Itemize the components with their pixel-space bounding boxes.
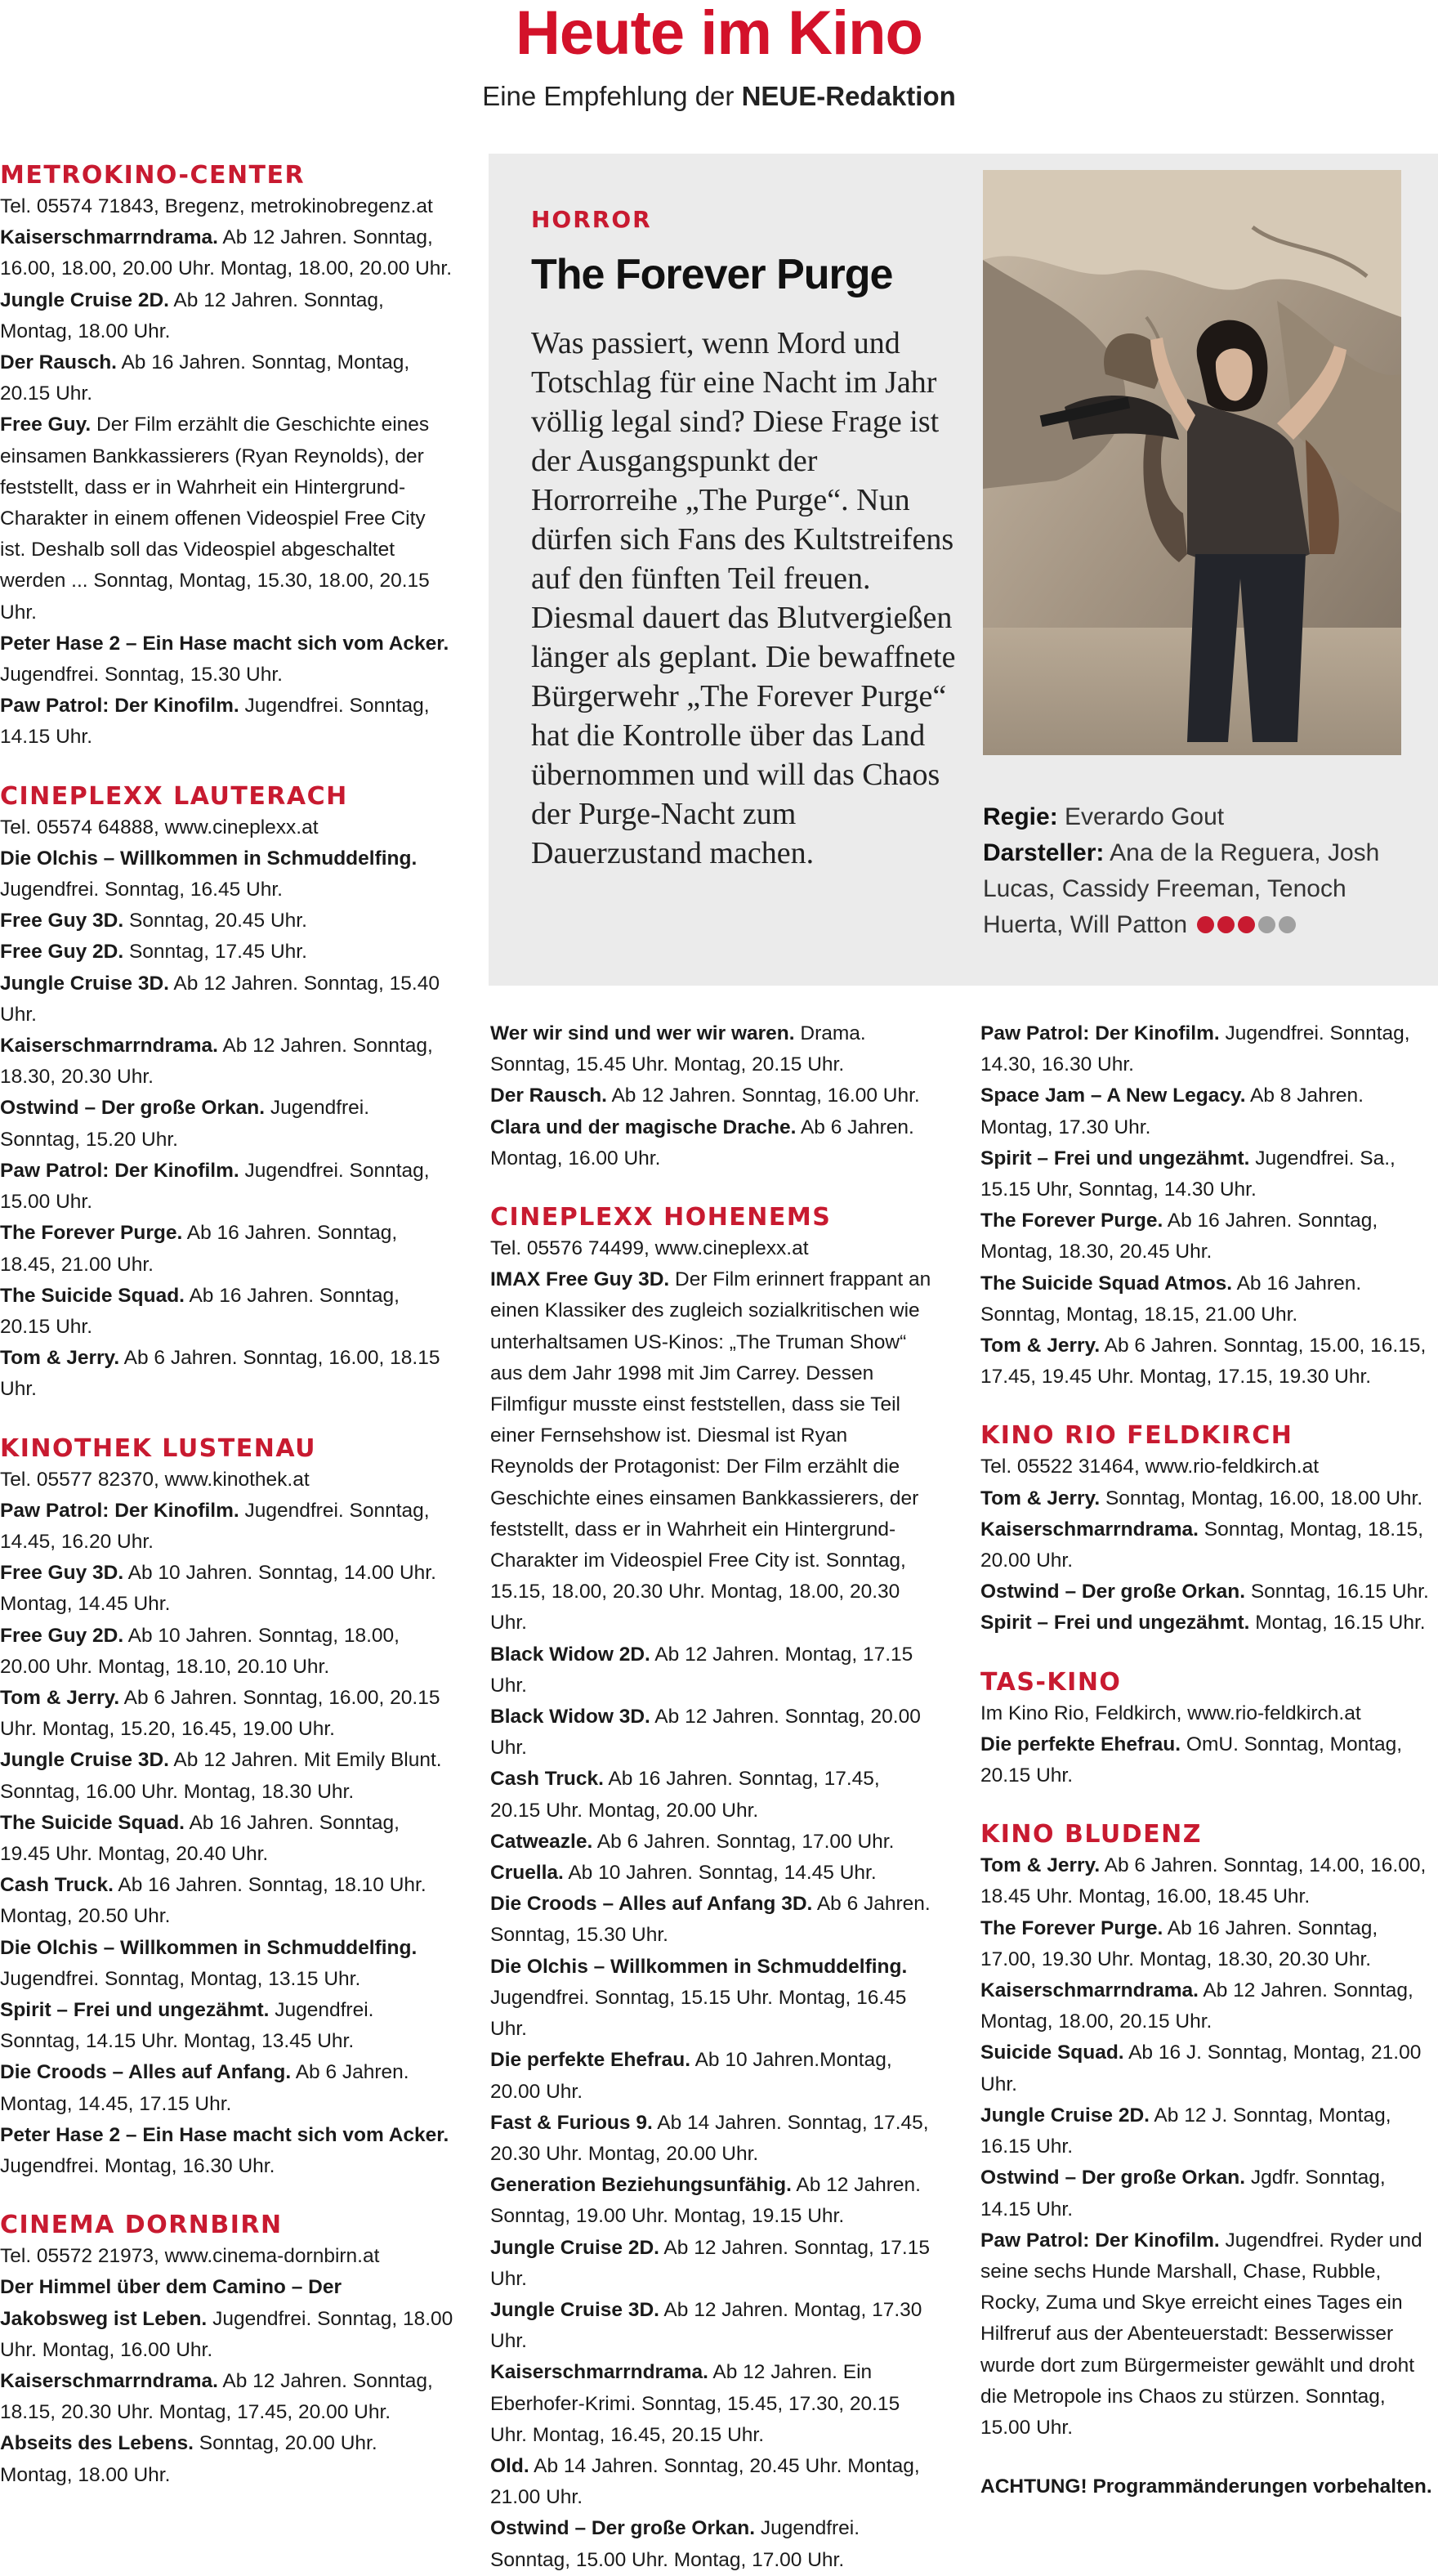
movie-title: Wer wir sind und wer wir waren.: [490, 1022, 795, 1044]
movie-details: Ab 6 Jahren. Sonntag, 15.00, 16.15, 17.45, 19.45 Uhr. Montag, 17.15, 19.30 Uhr.: [980, 1335, 1427, 1389]
movie-title: Die Croods – Alles auf Anfang.: [0, 2061, 292, 2084]
section-gap: [980, 1393, 1435, 1420]
movie-details: Jugendfrei. Sonntag, 14.45, 16.20 Uhr.: [0, 1499, 430, 1553]
movie-listing: [490, 1702, 931, 1764]
movie-listing: [0, 1683, 454, 1745]
movie-details: Jugendfrei. Sa., 15.15 Uhr, Sonntag, 14.30 Uhr.: [980, 1147, 1396, 1201]
movie-listing: [490, 2170, 931, 2232]
movie-listing: [490, 1827, 931, 1858]
movie-title: Cruella.: [490, 1862, 564, 1885]
cinema-name: METROKINO-CENTER: [0, 161, 306, 190]
movie-details: Ab 16 Jahren. Sonntag, 18.45, 21.00 Uhr.: [0, 1222, 398, 1276]
movie-title: Die perfekte Ehefrau.: [980, 1733, 1181, 1755]
movie-title: Spirit – Frei und ungezähmt.: [980, 1147, 1250, 1169]
movie-details: Jugendfrei. Sonntag, 15.00 Uhr. Montag, 17.00 Uhr.: [490, 2517, 860, 2571]
rating-dots: [1194, 908, 1296, 944]
section-gap: [0, 1406, 454, 1433]
movie-details: Ab 16 Jahren. Sonntag, Montag, 20.15 Uhr.: [0, 351, 410, 405]
cinema-contact: Tel. 05572 21973, www.cinema-dornbirn.at: [0, 2245, 380, 2268]
movie-title: Paw Patrol: Der Kinofilm.: [980, 1022, 1220, 1044]
movie-title: Der Rausch.: [0, 351, 117, 374]
feature-genre: HORROR: [531, 206, 652, 233]
movie-details: Ab 12 Jahren. Mit Emily Blunt. Sonntag, 16.00 Uhr. Montag, 18.30 Uhr.: [0, 1749, 442, 1803]
cinema-name: CINEPLEXX LAUTERACH: [0, 781, 348, 811]
movie-title: Cash Truck.: [0, 1874, 114, 1897]
movie-listing: [0, 1621, 454, 1683]
movie-details: Ab 16 Jahren. Sonntag, Montag, 18.15, 21.00 Uhr.: [980, 1272, 1362, 1326]
movie-listing: [490, 2513, 931, 2575]
movie-title: Ostwind – Der große Orkan.: [0, 1097, 266, 1120]
movie-title: Der Himmel über dem Camino – Der Jakobsweg ist Leben.: [0, 2276, 342, 2330]
movie-title: Clara und der magische Drache.: [490, 1116, 797, 1138]
movie-listing: [490, 2233, 931, 2295]
movie-details: Jugendfrei. Sonntag, 14.15 Uhr. Montag, 13.45 Uhr.: [0, 1998, 374, 2053]
movie-details: Jugendfrei. Sonntag, 15.30 Uhr.: [0, 664, 283, 686]
cinema-contact: Tel. 05522 31464, www.rio-feldkirch.at: [980, 1456, 1319, 1478]
movie-details: Ab 12 Jahren. Ein Eberhofer-Krimi. Sonntag, 15.45, 17.30, 20.15 Uhr. Montag, 16.45, 20.15 Uhr.: [490, 2361, 900, 2446]
movie-title: Spirit – Frei und ungezähmt.: [980, 1612, 1250, 1635]
movie-details: OmU. Sonntag, Montag, 20.15 Uhr.: [980, 1733, 1403, 1787]
movie-details: Jugendfrei. Ryder und seine sechs Hunde Marshall, Chase, Rubble, Rocky, Zuma und Skye erreicht eines Tages ein Hilfreruf aus der Abenteuerstadt: Besserwisser wurde dort zum Bürgermeister gewählt und droht die Metropole ins Chaos zu stürzen. Sonntag, 15.00 Uhr.: [980, 2229, 1422, 2439]
feature-box: [489, 154, 1438, 986]
movie-details: Ab 6 Jahren. Sonntag, 17.00 Uhr.: [596, 1830, 895, 1853]
movie-still-illustration: [983, 170, 1401, 755]
movie-title: Jungle Cruise 3D.: [490, 2298, 659, 2321]
movie-listing: [980, 2100, 1435, 2162]
movie-details: Der Film erinnert frappant an einen Klassiker des zugleich sozialkritischen wie unterhaltsamen US-Kinos: „The Truman Show“ aus dem Jahr 1998 mit Jim Carrey. Dessen Filmfigur musste einst feststellen, dass sie Teil einer Fernsehshow ist. Diesmal ist Ryan Reynolds der Protagonist: Der Film erzählt die Geschichte eines einsamen Bankkassierers, der feststellt, dass er in Wahrheit ein Hintergrund-Charakter im Videospiel Free City ist. Sonntag, 15.15, 18.00, 20.30 Uhr. Montag, 18.00, 20.30 Uhr.: [490, 1268, 931, 1635]
movie-details: Sonntag, 20.00 Uhr. Montag, 18.00 Uhr.: [0, 2432, 377, 2486]
movie-listing: [0, 968, 454, 1031]
movie-still-photo: [983, 170, 1401, 755]
movie-title: Die Croods – Alles auf Anfang 3D.: [490, 1893, 813, 1916]
movie-title: Jungle Cruise 2D.: [980, 2104, 1150, 2127]
cinema-block: [0, 781, 454, 1406]
movie-details: Der Film erzählt die Geschichte eines einsamen Bankkassierers (Ryan Reynolds), der feststellt, dass er in Wahrheit ein Hintergrund-Charakter in einem offenen Videospiel Free City ist. Deshalb soll das Videospiel abgeschaltet werden ... Sonntag, Montag, 15.30, 18.00, 20.15 Uhr.: [0, 414, 430, 624]
movie-details: Jgdfr. Sonntag, 14.15 Uhr.: [980, 2167, 1386, 2220]
listings-column-middle: [490, 1018, 931, 2576]
movie-details: Ab 10 Jahren. Sonntag, 14.45 Uhr.: [568, 1862, 877, 1885]
movie-listing: [490, 1264, 931, 1639]
movie-details: Ab 12 Jahren. Sonntag, 19.00 Uhr. Montag, 19.15 Uhr.: [490, 2174, 921, 2228]
movie-listing: [490, 2451, 931, 2513]
movie-listing: [490, 1018, 931, 1080]
cinema-block: [980, 1819, 1435, 2444]
cinema-block: [0, 2210, 454, 2491]
movie-details: Ab 16 Jahren. Sonntag, 18.10 Uhr. Montag, 20.50 Uhr.: [0, 1874, 426, 1928]
movie-details: Ab 12 Jahren. Sonntag, 16.00 Uhr.: [611, 1085, 920, 1107]
darsteller-value: Ana de la Reguera, Josh Lucas, Cassidy Freeman, Tenoch Huerta, Will Patton: [983, 839, 1380, 938]
movie-listing: [0, 409, 454, 628]
subtitle-editorial: NEUE-Redaktion: [741, 81, 956, 111]
movie-listing: [490, 2357, 931, 2451]
listings-column-right: [980, 1018, 1435, 2502]
movie-title: ACHTUNG! Programmänderungen vorbehalten.: [980, 2475, 1432, 2498]
movie-details: Jugendfrei. Sonntag, 15.20 Uhr.: [0, 1097, 370, 1151]
feature-credits: [983, 799, 1408, 944]
section-gap: [0, 754, 454, 781]
movie-details: Sonntag, 16.15 Uhr.: [1250, 1581, 1429, 1603]
section-gap: [980, 2444, 1435, 2471]
movie-details: Ab 12 Jahren. Sonntag, 20.00 Uhr.: [490, 1706, 921, 1760]
rating-dot-filled: [1238, 916, 1255, 933]
movie-title: The Suicide Squad.: [0, 1284, 185, 1307]
movie-title: Kaiserschmarrndrama.: [980, 1518, 1199, 1541]
movie-details: Ab 14 Jahren. Sonntag, 20.45 Uhr. Montag, 21.00 Uhr.: [490, 2454, 920, 2509]
movie-listing: [0, 2428, 454, 2490]
movie-title: Old.: [490, 2454, 529, 2477]
page-title: Heute im Kino: [516, 0, 922, 68]
movie-details: Ab 12 Jahren. Sonntag, 18.15, 20.30 Uhr. Montag, 17.45, 20.00 Uhr.: [0, 2370, 433, 2424]
movie-listing: [0, 628, 454, 691]
movie-listing: [490, 1858, 931, 1889]
regie-value: Everardo Gout: [1065, 803, 1225, 830]
movie-title: Free Guy 2D.: [0, 1624, 124, 1647]
cinema-contact: Tel. 05576 74499, www.cineplexx.at: [490, 1237, 809, 1260]
movie-title: Paw Patrol: Der Kinofilm.: [0, 695, 239, 718]
movie-title: Die Olchis – Willkommen in Schmuddelfing.: [490, 1955, 908, 1978]
movie-title: Kaiserschmarrndrama.: [0, 226, 218, 249]
movie-title: Die Olchis – Willkommen in Schmuddelfing.: [0, 1936, 418, 1959]
movie-details: Ab 12 Jahren. Sonntag, 17.15 Uhr.: [490, 2236, 930, 2290]
movie-listing: [0, 1281, 454, 1343]
movie-title: Paw Patrol: Der Kinofilm.: [980, 2229, 1220, 2252]
movie-listing: [980, 2037, 1435, 2100]
movie-listing: [980, 1205, 1435, 1268]
movie-title: Tom & Jerry.: [980, 1335, 1101, 1357]
movie-title: Tom & Jerry.: [0, 1686, 120, 1709]
movie-title: Free Guy 3D.: [0, 910, 124, 932]
movie-listing: [0, 1745, 454, 1807]
feature-title: The Forever Purge: [531, 251, 893, 298]
movie-details: Ab 12 Jahren. Sonntag, Montag, 18.00, 20.15 Uhr.: [980, 1979, 1413, 2033]
movie-listing: [490, 2295, 931, 2357]
movie-title: The Suicide Squad Atmos.: [980, 1272, 1233, 1295]
movie-title: Black Widow 3D.: [490, 1706, 650, 1729]
movie-details: Ab 12 J. Sonntag, Montag, 16.15 Uhr.: [980, 2104, 1391, 2158]
movie-listing: [0, 222, 454, 284]
movie-title: Kaiserschmarrndrama.: [0, 2370, 218, 2392]
movie-title: Jungle Cruise 2D.: [490, 2236, 659, 2259]
movie-details: Ab 12 Jahren. Sonntag, 15.40 Uhr.: [0, 972, 440, 1026]
movie-details: Ab 6 Jahren. Sonntag, 16.00, 18.15 Uhr.: [0, 1347, 440, 1401]
cinema-block: [980, 1667, 1435, 1792]
cinema-block: [0, 160, 454, 754]
movie-title: Free Guy 2D.: [0, 941, 124, 964]
movie-details: Drama. Sonntag, 15.45 Uhr. Montag, 20.15 Uhr.: [490, 1022, 866, 1076]
movie-details: Jugendfrei. Sonntag, Montag, 13.15 Uhr.: [0, 1967, 361, 1990]
movie-listing: [0, 1558, 454, 1620]
movie-title: Peter Hase 2 – Ein Hase macht sich vom Acker.: [0, 2123, 449, 2146]
movie-title: Die Olchis – Willkommen in Schmuddelfing.: [0, 847, 418, 870]
movie-listing: [980, 2225, 1435, 2444]
movie-details: Sonntag, Montag, 16.00, 18.00 Uhr.: [1105, 1487, 1423, 1509]
movie-title: Ostwind – Der große Orkan.: [980, 2167, 1246, 2189]
movie-title: Peter Hase 2 – Ein Hase macht sich vom Acker.: [0, 632, 449, 655]
movie-details: Ab 10 Jahren.Montag, 20.00 Uhr.: [490, 2049, 892, 2103]
rating-dot-filled: [1197, 916, 1214, 933]
movie-listing: [0, 2366, 454, 2428]
darsteller-label: Darsteller:: [983, 839, 1105, 866]
cinema-block: [490, 1202, 931, 2576]
movie-title: Abseits des Lebens.: [0, 2432, 194, 2455]
movie-title: Tom & Jerry.: [980, 1487, 1101, 1509]
movie-details: Ab 16 J. Sonntag, Montag, 21.00 Uhr.: [980, 2042, 1422, 2095]
movie-details: Ab 12 Jahren. Sonntag, 16.00, 18.00, 20.00 Uhr. Montag, 18.00, 20.00 Uhr.: [0, 226, 453, 280]
section-gap: [490, 1174, 931, 1202]
movie-listing: [0, 1933, 454, 1995]
movie-title: Paw Patrol: Der Kinofilm.: [0, 1159, 239, 1182]
movie-listing: [490, 1112, 931, 1174]
movie-details: Jugendfrei. Sonntag, 14.30, 16.30 Uhr.: [980, 1022, 1410, 1076]
movie-title: Ostwind – Der große Orkan.: [980, 1581, 1246, 1603]
movie-title: Tom & Jerry.: [0, 1347, 120, 1370]
movie-title: Suicide Squad.: [980, 2042, 1124, 2064]
movie-details: Jugendfrei. Sonntag, 15.00 Uhr.: [0, 1159, 430, 1214]
movie-listing: [980, 1143, 1435, 1205]
regie-label: Regie:: [983, 803, 1058, 830]
movie-listing: [0, 2272, 454, 2366]
movie-title: Black Widow 2D.: [490, 1643, 650, 1666]
cinema-contact: Im Kino Rio, Feldkirch, www.rio-feldkirch.at: [980, 1702, 1361, 1724]
cinema-block: [980, 2471, 1435, 2502]
movie-details: Ab 16 Jahren. Sonntag, 17.45, 20.15 Uhr. Montag, 20.00 Uhr.: [490, 1768, 880, 1822]
movie-listing: [0, 347, 454, 409]
movie-title: Free Guy.: [0, 414, 92, 436]
movie-details: Ab 16 Jahren. Sonntag, 20.15 Uhr.: [0, 1284, 400, 1338]
subtitle-prefix: Eine Empfehlung der: [482, 81, 742, 111]
cinema-name: KINO RIO FELDKIRCH: [980, 1421, 1293, 1451]
movie-title: Jungle Cruise 3D.: [0, 972, 169, 995]
movie-details: Sonntag, 17.45 Uhr.: [128, 941, 307, 964]
cinema-name: CINEPLEXX HOHENEMS: [490, 1203, 832, 1232]
movie-listing: [0, 1870, 454, 1932]
movie-listing: [0, 2120, 454, 2182]
movie-listing: [0, 1093, 454, 1155]
movie-title: The Forever Purge.: [0, 1222, 183, 1245]
movie-details: Jugendfrei. Sonntag, 16.45 Uhr.: [0, 879, 283, 901]
movie-listing: [490, 1639, 931, 1702]
movie-details: Jugendfrei. Sonntag, 14.15 Uhr.: [0, 695, 430, 749]
movie-listing: [490, 1889, 931, 1951]
movie-listing: [980, 1729, 1435, 1791]
movie-details: Ab 12 Jahren. Montag, 17.15 Uhr.: [490, 1643, 913, 1697]
cinema-block: [980, 1018, 1435, 1393]
movie-listing: [0, 1031, 454, 1093]
movie-details: Sonntag, 20.45 Uhr.: [128, 910, 307, 932]
cinema-name: TAS-KINO: [980, 1667, 1122, 1697]
movie-listing: [490, 1080, 931, 1111]
movie-title: Generation Beziehungsunfähig.: [490, 2174, 792, 2197]
movie-details: Jugendfrei. Montag, 16.30 Uhr.: [0, 2154, 275, 2177]
rating-dot-filled: [1217, 916, 1235, 933]
movie-title: Spirit – Frei und ungezähmt.: [0, 1998, 270, 2021]
movie-title: Kaiserschmarrndrama.: [490, 2361, 708, 2384]
cinema-contact: Tel. 05577 82370, www.kinothek.at: [0, 1468, 310, 1491]
movie-listing: [0, 937, 454, 968]
movie-details: Montag, 16.15 Uhr.: [1255, 1612, 1426, 1635]
movie-listing: [0, 906, 454, 937]
movie-listing: [0, 1995, 454, 2057]
movie-listing: [980, 1483, 1435, 1514]
feature-text: Was passiert, wenn Mord und Totschlag für eine Nacht im Jahr völlig legal sind? Diese Frage ist der Ausgangspunkt der Horrorreihe „The Purge“. Nun dürfen sich Fans des Kultstreifens auf den fünften Teil freuen. Diesmal dauert das Blutvergießen länger als geplant. Die bewaffnete Bürgerwehr „The Forever Purge“ hat die Kontrolle über das Land übernommen und will das Chaos der Purge-Nacht zum Dauerzustand machen.: [531, 326, 956, 870]
movie-listing: [490, 1952, 931, 2046]
movie-title: Cash Truck.: [490, 1768, 604, 1791]
movie-details: Ab 8 Jahren. Montag, 17.30 Uhr.: [980, 1085, 1364, 1138]
movie-title: Jungle Cruise 2D.: [0, 288, 169, 311]
movie-details: Ab 12 Jahren. Montag, 17.30 Uhr.: [490, 2298, 922, 2353]
movie-listing: [980, 1850, 1435, 1912]
movie-title: Kaiserschmarrndrama.: [980, 1979, 1199, 2002]
movie-listing: [980, 1975, 1435, 2037]
movie-details: Ab 10 Jahren. Sonntag, 14.00 Uhr. Montag, 14.45 Uhr.: [0, 1562, 436, 1616]
movie-listing: [980, 1576, 1435, 1608]
listings-column-left: [0, 160, 454, 2491]
movie-listing: [980, 1330, 1435, 1393]
movie-listing: [0, 691, 454, 753]
rating-dot-empty: [1258, 916, 1275, 933]
movie-title: The Suicide Squad.: [0, 1811, 185, 1834]
movie-listing: [0, 2057, 454, 2119]
movie-title: Ostwind – Der große Orkan.: [490, 2517, 756, 2540]
cinema-contact: Tel. 05574 71843, Bregenz, metrokinobregenz.at: [0, 195, 433, 217]
movie-listing: [490, 2108, 931, 2170]
movie-details: Ab 6 Jahren. Montag, 14.45, 17.15 Uhr.: [0, 2061, 409, 2115]
movie-details: Ab 12 Jahren. Sonntag, 18.30, 20.30 Uhr.: [0, 1035, 433, 1089]
movie-title: Der Rausch.: [490, 1085, 607, 1107]
movie-title: Die perfekte Ehefrau.: [490, 2049, 691, 2072]
movie-listing: [980, 2471, 1435, 2502]
movie-listing: [490, 2045, 931, 2107]
movie-title: IMAX Free Guy 3D.: [490, 1268, 670, 1291]
page-subtitle: [0, 80, 1438, 113]
movie-title: Free Guy 3D.: [0, 1562, 124, 1585]
cinema-block: [490, 1018, 931, 1174]
movie-listing: [980, 1514, 1435, 1576]
movie-listing: [0, 843, 454, 906]
movie-title: Catweazle.: [490, 1830, 593, 1853]
movie-details: Ab 10 Jahren. Sonntag, 18.00, 20.00 Uhr. Montag, 18.10, 20.10 Uhr.: [0, 1624, 400, 1678]
movie-details: Ab 6 Jahren. Montag, 16.00 Uhr.: [490, 1116, 914, 1169]
movie-title: Space Jam – A New Legacy.: [980, 1085, 1246, 1107]
movie-listing: [980, 2162, 1435, 2225]
cinema-block: [980, 1420, 1435, 1639]
movie-listing: [980, 1018, 1435, 1080]
movie-title: Fast & Furious 9.: [490, 2111, 653, 2134]
movie-details: Ab 16 Jahren. Sonntag, 19.45 Uhr. Montag, 20.40 Uhr.: [0, 1811, 400, 1865]
movie-details: Ab 12 Jahren. Sonntag, Montag, 18.00 Uhr.: [0, 288, 384, 342]
movie-title: Paw Patrol: Der Kinofilm.: [0, 1499, 239, 1522]
movie-listing: [980, 1080, 1435, 1143]
rating-dot-empty: [1279, 916, 1296, 933]
movie-title: Jungle Cruise 3D.: [0, 1749, 169, 1772]
movie-details: Sonntag, Montag, 18.15, 20.00 Uhr.: [980, 1518, 1424, 1572]
movie-title: The Forever Purge.: [980, 1916, 1163, 1939]
section-gap: [980, 1639, 1435, 1667]
cinema-contact: Tel. 05574 64888, www.cineplexx.at: [0, 816, 319, 839]
movie-listing: [980, 1608, 1435, 1639]
movie-title: The Forever Purge.: [980, 1210, 1163, 1232]
cinema-name: KINOTHEK LUSTENAU: [0, 1433, 317, 1463]
cinema-name: KINO BLUDENZ: [980, 1820, 1202, 1849]
movie-details: Jugendfrei. Sonntag, 18.00 Uhr. Montag, 16.00 Uhr.: [0, 2307, 453, 2361]
section-gap: [0, 2182, 454, 2210]
movie-details: Ab 6 Jahren. Sonntag, 16.00, 20.15 Uhr. Montag, 15.20, 16.45, 19.00 Uhr.: [0, 1686, 440, 1741]
movie-listing: [0, 1343, 454, 1405]
movie-title: Tom & Jerry.: [980, 1854, 1101, 1877]
movie-listing: [980, 1913, 1435, 1975]
movie-listing: [0, 285, 454, 347]
movie-listing: [0, 1156, 454, 1218]
movie-details: Ab 6 Jahren. Sonntag, 14.00, 16.00, 18.45 Uhr. Montag, 16.00, 18.45 Uhr.: [980, 1854, 1427, 1908]
movie-listing: [980, 1268, 1435, 1330]
movie-details: Ab 16 Jahren. Sonntag, Montag, 18.30, 20.45 Uhr.: [980, 1210, 1378, 1263]
movie-details: Ab 14 Jahren. Sonntag, 17.45, 20.30 Uhr. Montag, 20.00 Uhr.: [490, 2111, 929, 2165]
movie-details: Jugendfrei. Sonntag, 15.15 Uhr. Montag, 16.45 Uhr.: [490, 1986, 907, 2041]
cinema-name: CINEMA DORNBIRN: [0, 2211, 283, 2240]
movie-details: Ab 16 Jahren. Sonntag, 17.00, 19.30 Uhr. Montag, 18.30, 20.30 Uhr.: [980, 1916, 1378, 1970]
movie-listing: [0, 1496, 454, 1558]
movie-listing: [0, 1808, 454, 1870]
movie-title: Kaiserschmarrndrama.: [0, 1035, 218, 1058]
movie-listing: [0, 1218, 454, 1280]
cinema-block: [0, 1433, 454, 2183]
movie-listing: [490, 1764, 931, 1826]
movie-details: Ab 6 Jahren. Sonntag, 15.30 Uhr.: [490, 1893, 931, 1947]
section-gap: [980, 1791, 1435, 1819]
